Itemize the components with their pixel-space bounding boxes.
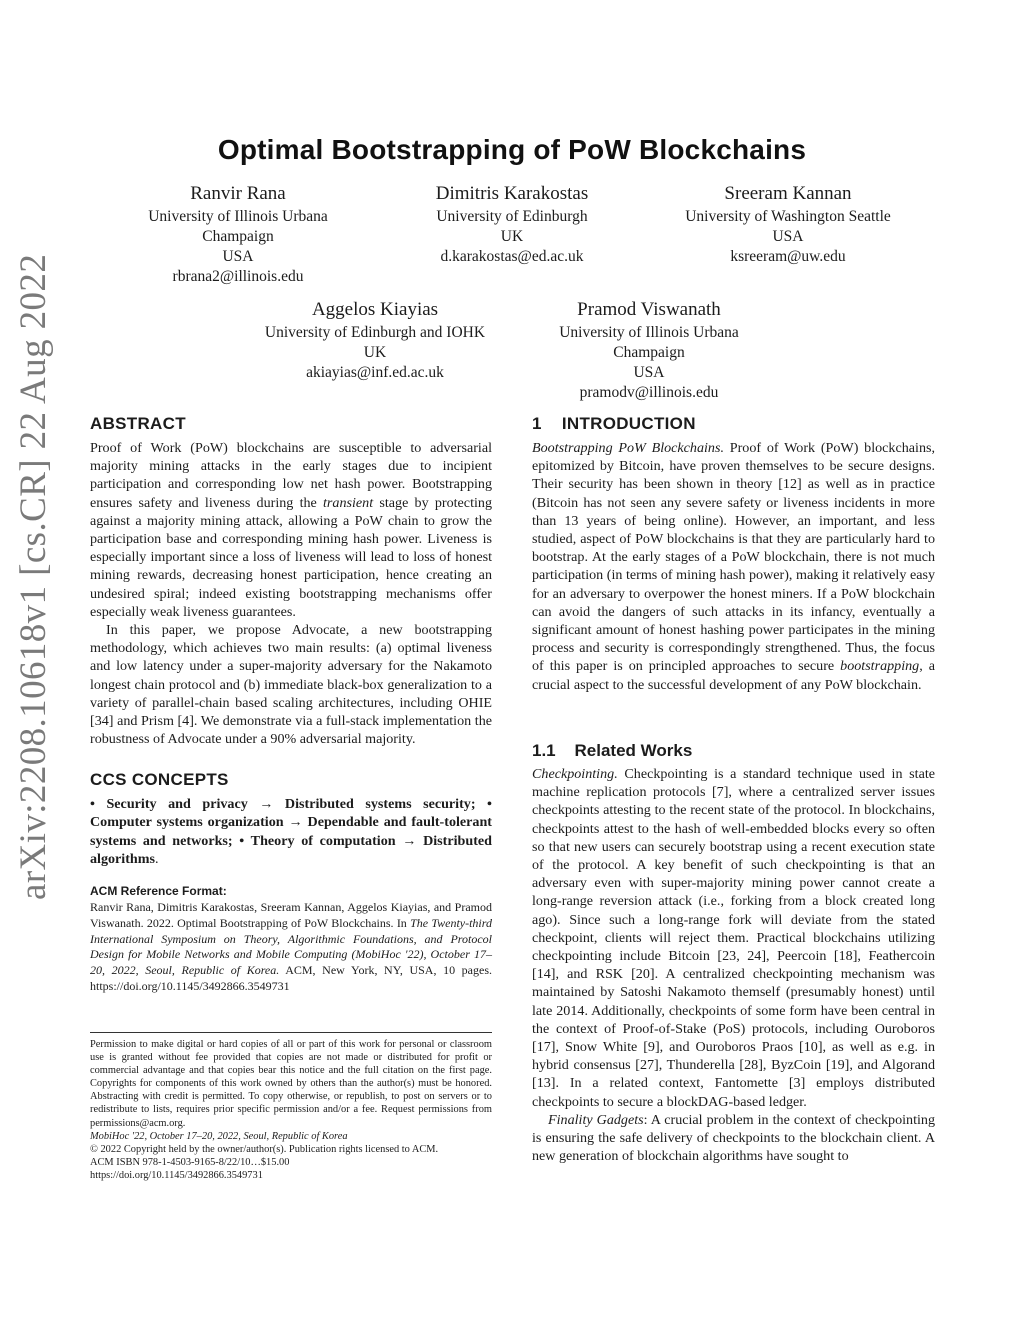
author-block-1 (118, 182, 358, 287)
author-block-5 (529, 298, 769, 403)
author-email: rbrana2@illinois.edu (172, 268, 304, 285)
author-country: UK (500, 228, 524, 245)
author-affiliation: Champaign (202, 228, 274, 245)
author-affiliation: University of Edinburgh and IOHK (264, 324, 486, 341)
author-block-3 (657, 182, 919, 267)
doi-line: https://doi.org/10.1145/3492866.3549731 (90, 1169, 263, 1181)
ccs-concepts-section (90, 770, 492, 869)
footnote-divider (90, 1032, 492, 1033)
acm-reference-heading: ACM Reference Format: (90, 884, 227, 898)
abstract-heading: ABSTRACT (90, 414, 186, 433)
author-name: Pramod Viswanath (577, 299, 721, 320)
author-country: UK (363, 344, 387, 361)
checkpointing-paragraph: Checkpointing. Checkpointing is a standard technique used in state machine replication protocols [7], where a centralized server issues checkpoints attesting to the recent state of the protocol. In blockchains, checkpoints attest to the hash of well-embedded blocks every so often so that new users can securely bootstrap using a recent execution state of the protocol. A key benefit of such checkpointing is that an adversary even with super-majority mining power cannot create a long-range reversion attack (i.e., forking from a block created long ago). Since such a long-range fork will deviate from the stated checkpoint, clients will reject them. Practical blockchains utilizing checkpointing include Bitcoin [23, 24], Peercoin [18], Feathercoin [14], and RSK [20]. A centralized checkpointing mechanism was maintained by Satoshi Nakamoto themself (presumably honest) until late 2014. Additionally, checkpoints of some form have been central in the context of Proof-of-Stake (PoS) protocols, including Ouroboros [17], Snow White [9], and Ouroboros Praos [10], as well as e.g. in hybrid consensus [27], Thunderella [28], ByzCoin [19], and Algorand [13]. In a related context, Fantomette [3] employs distributed checkpoints to secure a blockDAG-based ledger. (532, 766, 935, 1110)
ccs-text: • Security and privacy → Distributed systems security; • Computer systems organization → Dependable and fault-tolerant systems and networks; • Theory of computation → Distributed algorithms. (90, 796, 492, 868)
permission-text: Permission to make digital or hard copies of all or part of this work for personal or classroom use is granted without fee provided that copies are not made or distributed for profit or commercial advantage and that copies bear this notice and the full citation on the first page. Copyrights for components of this work owned by others than the author(s) must be honored. Abstracting with credit is permitted. To copy otherwise, or republish, to post on servers or to redistribute to lists, requires prior specific permission and/or a fee. Request permissions from permissions@acm.org. (90, 1039, 492, 1129)
abstract-paragraph-1: Proof of Work (PoW) blockchains are susceptible to adversarial majority mining attacks in the early stages due to incipient participation and corresponding low net hash power. Bootstrapping ensures safety and liveness during the transient stage by protecting against a majority mining attack, allowing a PoW chain to grow the participation base and corresponding mining hash power. Liveness is especially important since a loss of liveness will lead to loss of honest mining rewards, decreasing honest participation, hence creating an undesired spiral; indeed existing bootstrapping mechanisms offer especially weak liveness guarantees. (90, 440, 492, 620)
author-email: d.karakostas@ed.ac.uk (440, 248, 584, 265)
author-country: USA (633, 364, 665, 381)
author-email: ksreeram@uw.edu (730, 248, 846, 265)
author-block-4 (245, 298, 505, 383)
introduction-heading: 1 INTRODUCTION (532, 414, 696, 433)
introduction-paragraph: Bootstrapping PoW Blockchains. Proof of Work (PoW) blockchains, epitomized by Bitcoin, have proven themselves to be secure designs. Their security has been shown in theory [12] as well as in practice (Bitcoin has not seen any severe safety or liveness incidents in more than 13 years of being online). However, an important, and less studied, aspect of PoW blockchains is that they are particularly hard to bootstrap. At the early stages of a PoW blockchain, there is not much participation (in terms of mining hash power), making it relatively easy for an adversary to overpower the honest miners. If a PoW blockchain can avoid the dangers of such attacks in its infancy, eventually a significant amount of honest hashing power participates in the mining process and security is correspondingly strengthened. Thus, the focus of this paper is on principled approaches to secure bootstrapping, a crucial aspect to the successful development of any PoW blockchain. (532, 440, 936, 693)
author-block-2 (392, 182, 632, 267)
paper-title: Optimal Bootstrapping of PoW Blockchains (217, 134, 807, 165)
author-affiliation: University of Washington Seattle (685, 208, 891, 225)
author-affiliation: University of Illinois Urbana (148, 208, 328, 225)
copyright-line: © 2022 Copyright held by the owner/author(s). Publication rights licensed to ACM. (90, 1143, 439, 1155)
author-email: pramodv@illinois.edu (579, 384, 719, 401)
author-name: Aggelos Kiayias (311, 299, 439, 320)
author-name: Ranvir Rana (190, 183, 286, 204)
acm-reference-text: Ranvir Rana, Dimitris Karakostas, Sreeram Kannan, Aggelos Kiayias, and Pramod Viswanath. 2022. Optimal Bootstrapping of PoW Blockchains. In The Twenty-third International Symposium on Theory, Algorithmic Foundations, and Protocol Design for Mobile Networks and Mobile Computing (MobiHoc '22), October 17–20, 2022, Seoul, Republic of Korea. ACM, New York, NY, USA, 10 pages. https://doi.org/10.1145/3492866.3549731 (90, 900, 493, 993)
author-country: USA (772, 228, 804, 245)
author-affiliation: University of Illinois Urbana (559, 324, 739, 341)
arxiv-stamp-text: arXiv:2208.10618v1 [cs.CR] 22 Aug 2022 (13, 253, 54, 900)
author-email: akiayias@inf.ed.ac.uk (306, 364, 444, 381)
permission-notice (90, 1038, 492, 1182)
abstract-section (90, 414, 492, 748)
author-name: Sreeram Kannan (724, 183, 852, 204)
author-affiliation: Champaign (613, 344, 685, 361)
author-country: USA (222, 248, 254, 265)
finality-gadgets-paragraph: Finality Gadgets: A crucial problem in the context of checkpointing is ensuring the safe delivery of checkpoints to the blockchain client. A new generation of blockchain algorithms have sought to (532, 1111, 936, 1165)
related-works-section (532, 741, 935, 1165)
author-affiliation: University of Edinburgh (436, 208, 588, 225)
related-works-heading: 1.1 Related Works (532, 741, 693, 760)
author-name: Dimitris Karakostas (435, 183, 589, 204)
abstract-paragraph-2: In this paper, we propose Advocate, a new bootstrapping methodology, which achieves two main results: (a) optimal liveness and low latency under a super-majority adversary for the Nakamoto longest chain protocol and (b) immediate black-box generalization to a variety of parallel-chain based scaling architectures, including OHIE [34] and Prism [4]. We demonstrate via a full-stack implementation the robustness of Advocate under a 90% adversarial majority. (90, 622, 492, 748)
acm-reference-section (90, 884, 492, 995)
venue-line: MobiHoc '22, October 17–20, 2022, Seoul, Republic of Korea (90, 1130, 348, 1142)
introduction-section (532, 414, 935, 694)
isbn-line: ACM ISBN 978-1-4503-9165-8/22/10…$15.00 (90, 1156, 290, 1168)
ccs-heading: CCS CONCEPTS (90, 770, 229, 789)
